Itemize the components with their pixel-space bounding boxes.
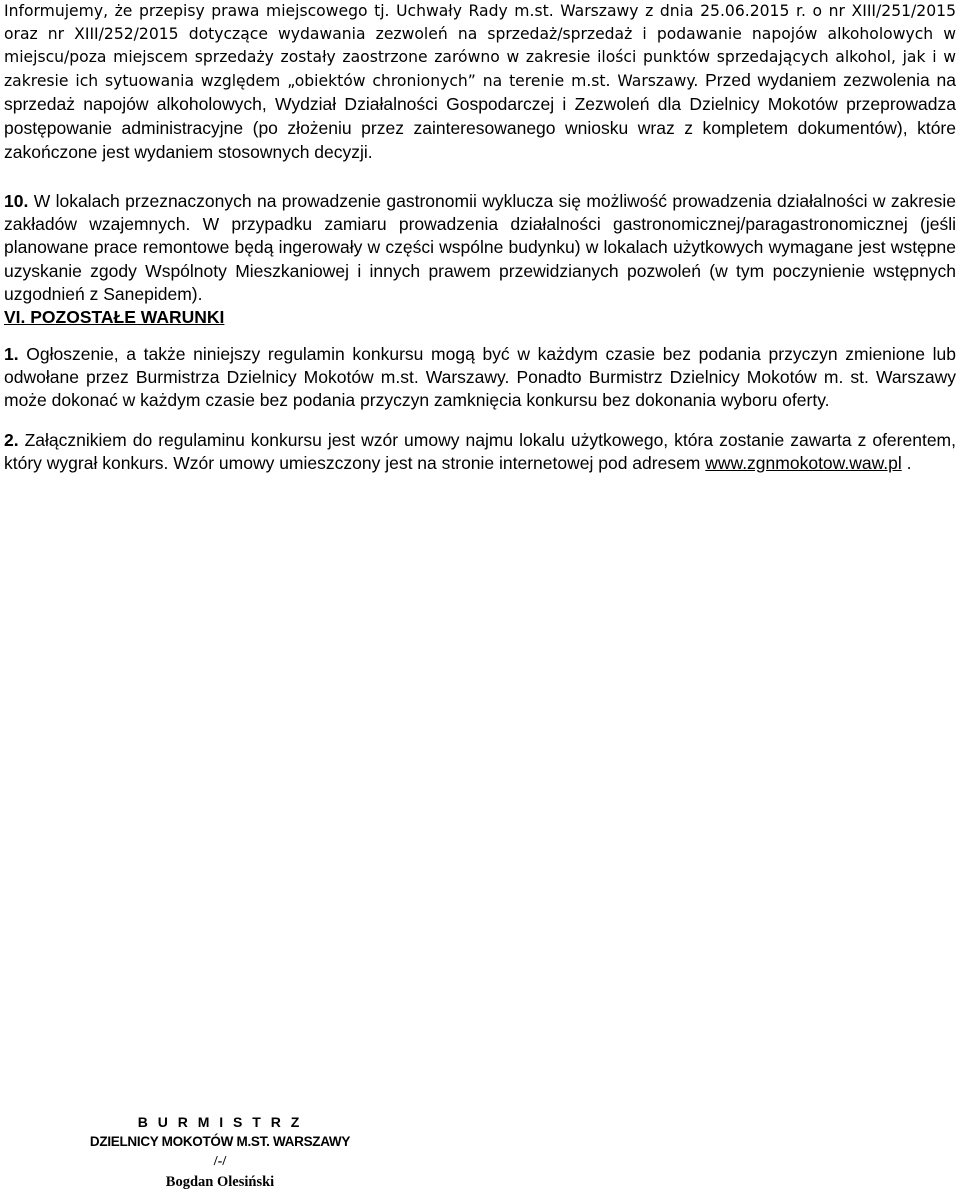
section-heading: VI. POZOSTAŁE WARUNKI bbox=[4, 307, 225, 328]
paragraph-1 bbox=[4, 343, 956, 413]
paragraph-1-number: 1. bbox=[4, 344, 19, 365]
paragraph-10 bbox=[4, 190, 956, 306]
paragraph-2-text: Załącznikiem do regulaminu konkursu jest wzór umowy najmu lokalu użytkowego, która zostanie zawarta z oferentem, który wygrał konkurs. Wzór umowy umieszczony jest na stronie internetowej pod adresem bbox=[4, 429, 956, 473]
paragraph-2-number: 2. bbox=[4, 429, 19, 450]
document-page bbox=[4, 0, 956, 475]
signature-block bbox=[60, 1112, 380, 1192]
paragraph-intro bbox=[4, 0, 956, 165]
signature-mark: /-/ bbox=[213, 1154, 227, 1169]
paragraph-intro-text: Informujemy, że przepisy prawa miejscowego tj. Uchwały Rady m.st. Warszawy z dnia 25.06.2015 r. o nr XIII/251/2015 oraz nr XIII/252/2015 dotyczące wydawania zezwoleń na sprzedaż/sprzedaż i podawanie napojów alkoholowych w miejscu/poza miejscem sprzedaży zostały zaostrzone zarówno w zakresie ilości punktów sprzedających alkohol, jak i w zakresie ich sytuowania względem „obiektów chronionych” na terenie m.st. Warszawy. bbox=[4, 2, 956, 90]
signature-district: DZIELNICY MOKOTÓW M.ST. WARSZAWY bbox=[89, 1134, 351, 1149]
paragraph-10-number: 10. bbox=[4, 191, 29, 211]
paragraph-intro-continued: Przed wydaniem zezwolenia na sprzedaż napojów alkoholowych, Wydział Działalności Gospodarczej i Zezwoleń dla Dzielnicy Mokotów przeprowadza postępowanie administracyjne (po złożeniu przez zainteresowanego wniosku wraz z kompletem dokumentów), które zakończone jest wydaniem stosownych decyzji. bbox=[4, 70, 956, 162]
paragraph-1-text: Ogłoszenie, a także niniejszy regulamin konkursu mogą być w każdym czasie bez podania przyczyn zmienione lub odwołane przez Burmistrza Dzielnicy Mokotów m.st. Warszawy. Ponadto Burmistrz Dzielnicy Mokotów m. st. Warszawy może dokonać w każdym czasie bez podania przyczyn zamknięcia konkursu bez dokonania wyboru oferty. bbox=[4, 344, 956, 411]
paragraph-2 bbox=[4, 429, 956, 475]
paragraph-10-text: W lokalach przeznaczonych na prowadzenie gastronomii wyklucza się możliwość prowadzenia działalności w zakresie zakładów wzajemnych. W przypadku zamiaru prowadzenia działalności gastronomicznej/paragastronomicznej (jeśli planowane prace remontowe będą ingerowały w części wspólne budynku) w lokalach użytkowych wymagane jest wstępne uzyskanie zgody Wspólnoty Mieszkaniowej i innych prawem przewidzianych pozwoleń (w tym poczynienie wstępnych uzgodnień z Sanepidem). bbox=[4, 191, 956, 304]
paragraph-2-tail: . bbox=[901, 452, 912, 473]
signature-name: Bogdan Olesiński bbox=[165, 1174, 275, 1190]
website-link[interactable]: www.zgnmokotow.waw.pl bbox=[705, 452, 902, 473]
signature-title: B U R M I S T R Z bbox=[137, 1114, 303, 1130]
